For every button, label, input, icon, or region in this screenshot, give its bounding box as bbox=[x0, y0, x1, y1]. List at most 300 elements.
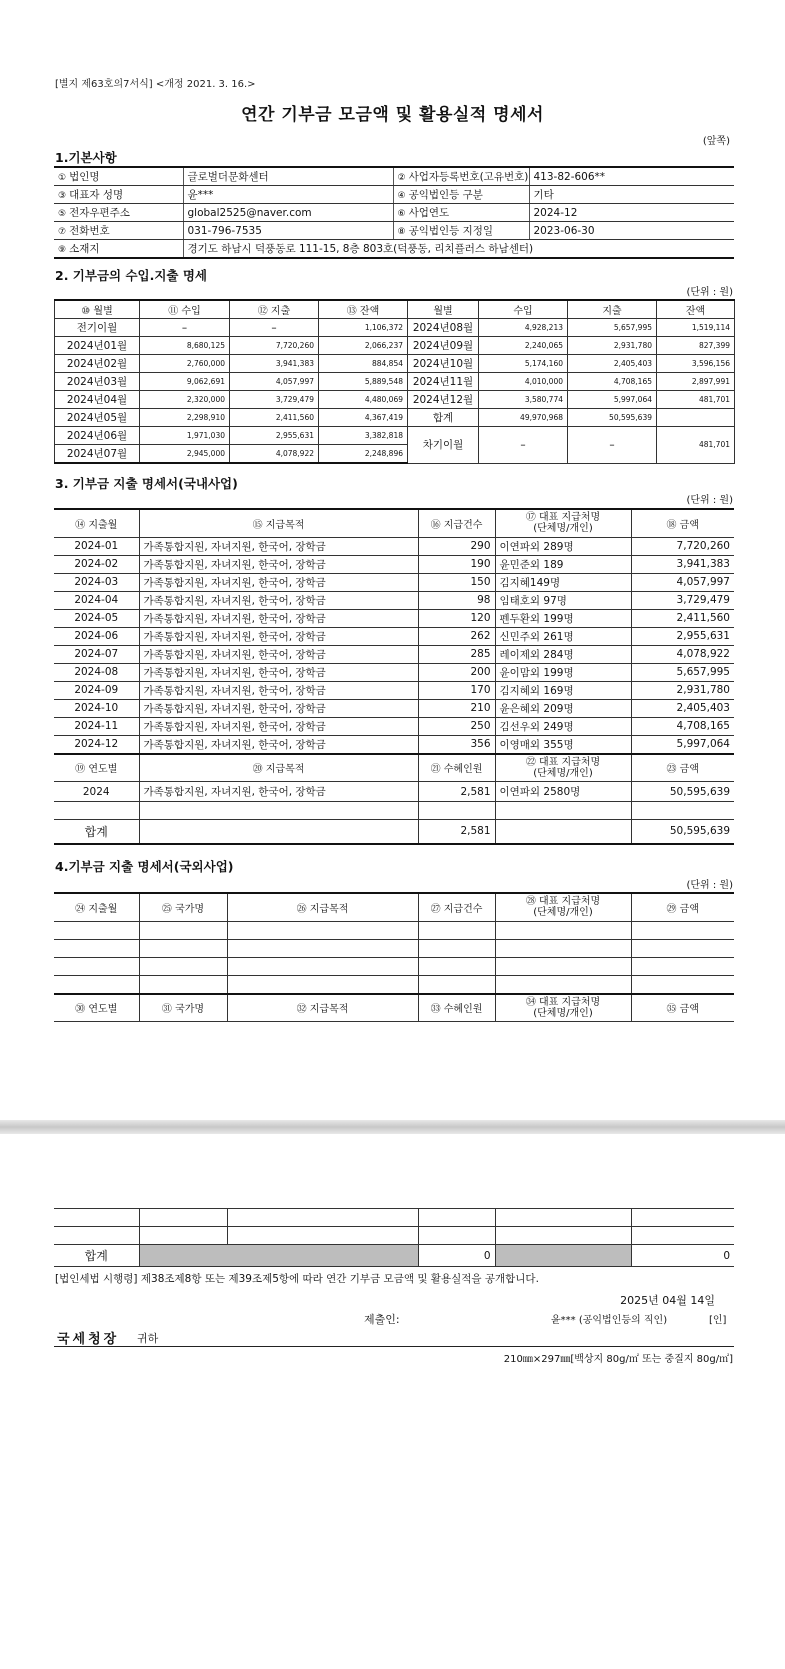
income-cell: 2,945,000 bbox=[140, 445, 230, 464]
addressee-suffix: 귀하 bbox=[137, 1332, 159, 1345]
recipient-cell: 이연파외 2580명 bbox=[495, 782, 631, 802]
recipient-cell: 이영매외 355명 bbox=[495, 735, 631, 754]
column-header: 수입 bbox=[479, 300, 568, 319]
expense-cell: 4,078,922 bbox=[230, 445, 319, 464]
expense-cell: 2,931,780 bbox=[568, 337, 657, 355]
purpose-cell: 가족통합지원, 자녀지원, 한국어, 장학금 bbox=[139, 735, 418, 754]
table-cell bbox=[227, 921, 418, 939]
info-row bbox=[54, 167, 734, 186]
column-header: ⑬ 잔액 bbox=[319, 300, 408, 319]
header-line: ⑰ 대표 지급처명 bbox=[525, 512, 601, 524]
count-cell: 170 bbox=[418, 681, 495, 699]
month-cell: 전기이월 bbox=[55, 319, 140, 337]
header-row bbox=[55, 300, 735, 319]
table-cell bbox=[418, 921, 495, 939]
submission-date: 2025년 04월 14일 bbox=[620, 1294, 715, 1307]
income-cell: 2,320,000 bbox=[140, 391, 230, 409]
count-cell: 120 bbox=[418, 609, 495, 627]
table-cell bbox=[418, 802, 495, 820]
expense-cell: 4,057,997 bbox=[230, 373, 319, 391]
purpose-cell: 가족통합지원, 자녀지원, 한국어, 장학금 bbox=[139, 645, 418, 663]
balance-cell: 5,889,548 bbox=[319, 373, 408, 391]
column-header: ⑯ 지급건수 bbox=[418, 509, 495, 537]
amount-cell: 2,405,403 bbox=[631, 699, 734, 717]
table-cell bbox=[418, 975, 495, 994]
table-cell bbox=[495, 921, 631, 939]
table-cell bbox=[631, 921, 734, 939]
count-cell: 356 bbox=[418, 735, 495, 754]
table-row bbox=[55, 373, 735, 391]
purpose-cell: 가족통합지원, 자녀지원, 한국어, 장학금 bbox=[139, 573, 418, 591]
balance-cell: 4,367,419 bbox=[319, 409, 408, 427]
info-row bbox=[54, 222, 734, 240]
section-4-title: 4.기부금 지출 명세서(국외사업) bbox=[55, 859, 234, 874]
table-row bbox=[54, 681, 734, 699]
header-line: ㉘ 대표 지급처명 bbox=[525, 896, 601, 908]
month-cell: 합계 bbox=[408, 409, 479, 427]
column-header: ⑪ 수입 bbox=[140, 300, 230, 319]
table-row bbox=[54, 627, 734, 645]
column-header bbox=[495, 994, 631, 1022]
field-value: 2023-06-30 bbox=[529, 222, 734, 240]
count-cell: 285 bbox=[418, 645, 495, 663]
month-cell: 2024-05 bbox=[54, 609, 139, 627]
expense-cell: 2,955,631 bbox=[230, 427, 319, 445]
column-header: ⑲ 연도별 bbox=[54, 754, 139, 782]
item-number: ⑦ bbox=[58, 227, 67, 237]
field-label: 사업자등록번호(고유번호) bbox=[408, 171, 529, 183]
field-label: 사업연도 bbox=[408, 207, 450, 219]
unit-label: (단위 : 원) bbox=[686, 880, 733, 891]
table-cell bbox=[495, 820, 631, 844]
table-row bbox=[55, 319, 735, 337]
income-cell: 49,970,968 bbox=[479, 409, 568, 427]
page-break bbox=[0, 1120, 785, 1134]
month-cell: 2024-12 bbox=[54, 735, 139, 754]
income-cell: 3,580,774 bbox=[479, 391, 568, 409]
month-cell: 2024-06 bbox=[54, 627, 139, 645]
amount-cell: 5,657,995 bbox=[631, 663, 734, 681]
purpose-cell: 가족통합지원, 자녀지원, 한국어, 장학금 bbox=[139, 591, 418, 609]
table-cell bbox=[139, 975, 227, 994]
income-cell: 9,062,691 bbox=[140, 373, 230, 391]
paper-spec: 210㎜×297㎜[백상지 80g/㎡ 또는 중질지 80g/㎡] bbox=[503, 1354, 733, 1365]
income-expense-table bbox=[54, 299, 735, 464]
recipient-cell: 김지혜149명 bbox=[495, 573, 631, 591]
overseas-expense-table bbox=[54, 892, 734, 1022]
item-number: ② bbox=[397, 173, 406, 183]
expense-cell: 2,411,560 bbox=[230, 409, 319, 427]
overseas-yearly-table bbox=[54, 1208, 734, 1267]
unit-label: (단위 : 원) bbox=[686, 495, 733, 506]
total-count: 2,581 bbox=[418, 820, 495, 844]
income-cell: 2,298,910 bbox=[140, 409, 230, 427]
table-cell bbox=[54, 802, 139, 820]
month-cell: 2024년02월 bbox=[55, 355, 140, 373]
table-cell bbox=[54, 921, 139, 939]
total-label: 합계 bbox=[54, 1245, 139, 1267]
table-row bbox=[54, 555, 734, 573]
table-cell bbox=[495, 802, 631, 820]
table-cell bbox=[54, 939, 139, 957]
expense-cell: 2,405,403 bbox=[568, 355, 657, 373]
month-cell: 2024년03월 bbox=[55, 373, 140, 391]
table-row bbox=[54, 609, 734, 627]
balance-cell: 2,897,991 bbox=[657, 373, 735, 391]
month-cell: 2024-08 bbox=[54, 663, 139, 681]
table-cell bbox=[139, 957, 227, 975]
table-row bbox=[54, 1209, 734, 1227]
section-3-title: 3. 기부금 지출 명세서(국내사업) bbox=[55, 476, 238, 491]
recipient-cell: 김선우외 249명 bbox=[495, 717, 631, 735]
amount-cell: 2,411,560 bbox=[631, 609, 734, 627]
address-value: 경기도 하남시 덕풍동로 111-15, 8층 803호(덕풍동, 리치플러스 하남센터) bbox=[183, 240, 734, 259]
column-header: ⑩ 월별 bbox=[55, 300, 140, 319]
header-row bbox=[54, 994, 734, 1022]
table-cell bbox=[139, 802, 418, 820]
item-number: ⑧ bbox=[397, 227, 406, 237]
column-header: ㉝ 수혜인원 bbox=[418, 994, 495, 1022]
table-row bbox=[54, 782, 734, 802]
table-cell bbox=[631, 975, 734, 994]
count-cell: 290 bbox=[418, 537, 495, 555]
income-cell: 1,971,030 bbox=[140, 427, 230, 445]
carry-balance: 481,701 bbox=[657, 427, 735, 464]
balance-cell bbox=[657, 409, 735, 427]
submitter-label: 제출인: bbox=[364, 1313, 400, 1326]
field-value: 글로벌더문화센터 bbox=[183, 167, 393, 186]
balance-cell: 2,248,896 bbox=[319, 445, 408, 464]
recipient-cell: 신민주외 261명 bbox=[495, 627, 631, 645]
balance-cell: 481,701 bbox=[657, 391, 735, 409]
table-cell bbox=[631, 802, 734, 820]
column-header: ㉚ 연도별 bbox=[54, 994, 139, 1022]
recipient-cell: 윤민준외 189 bbox=[495, 555, 631, 573]
item-number: ③ bbox=[58, 191, 67, 201]
header-line: (단체명/개인) bbox=[533, 907, 593, 919]
table-cell bbox=[227, 957, 418, 975]
amount-cell: 5,997,064 bbox=[631, 735, 734, 754]
amount-cell: 50,595,639 bbox=[631, 782, 734, 802]
purpose-cell: 가족통합지원, 자녀지원, 한국어, 장학금 bbox=[139, 782, 418, 802]
amount-cell: 2,931,780 bbox=[631, 681, 734, 699]
table-row bbox=[54, 939, 734, 957]
recipient-cell: 윤이맘외 199명 bbox=[495, 663, 631, 681]
field-value: 2024-12 bbox=[529, 204, 734, 222]
section-2-title: 2. 기부금의 수입.지출 명세 bbox=[55, 268, 208, 283]
field-label-cell bbox=[54, 222, 183, 240]
column-header: ㉙ 금액 bbox=[631, 893, 734, 921]
table-row bbox=[55, 337, 735, 355]
expense-cell: 7,720,260 bbox=[230, 337, 319, 355]
column-header: ㉜ 지급목적 bbox=[227, 994, 418, 1022]
header-line: ㉒ 대표 지급처명 bbox=[525, 756, 601, 768]
amount-cell: 4,078,922 bbox=[631, 645, 734, 663]
recipient-cell: 이연파외 289명 bbox=[495, 537, 631, 555]
field-label: 공익법인등 구분 bbox=[408, 189, 483, 201]
divider bbox=[54, 1346, 734, 1347]
table-row bbox=[54, 1227, 734, 1245]
item-number: ⑤ bbox=[58, 209, 67, 219]
balance-cell: 884,854 bbox=[319, 355, 408, 373]
address-row bbox=[54, 240, 734, 259]
column-header: ㉓ 금액 bbox=[631, 754, 734, 782]
table-row bbox=[54, 802, 734, 820]
field-label-cell bbox=[54, 204, 183, 222]
field-value: 413-82-606** bbox=[529, 167, 734, 186]
column-header: ⑳ 지급목적 bbox=[139, 754, 418, 782]
purpose-cell: 가족통합지원, 자녀지원, 한국어, 장학금 bbox=[139, 537, 418, 555]
table-cell bbox=[139, 939, 227, 957]
balance-cell: 1,106,372 bbox=[319, 319, 408, 337]
field-label-cell bbox=[393, 222, 529, 240]
table-row bbox=[54, 975, 734, 994]
document-title: 연간 기부금 모금액 및 활용실적 명세서 bbox=[241, 105, 544, 125]
field-value: 기타 bbox=[529, 186, 734, 204]
income-cell: 2,760,000 bbox=[140, 355, 230, 373]
total-amount: 50,595,639 bbox=[631, 820, 734, 844]
header-line: (단체명/개인) bbox=[533, 767, 593, 779]
total-amount: 0 bbox=[631, 1245, 734, 1267]
amount-cell: 7,720,260 bbox=[631, 537, 734, 555]
balance-cell: 3,596,156 bbox=[657, 355, 735, 373]
month-cell: 2024-09 bbox=[54, 681, 139, 699]
table-cell bbox=[227, 975, 418, 994]
table-cell bbox=[54, 957, 139, 975]
header-line: (단체명/개인) bbox=[533, 523, 593, 535]
month-cell: 2024-01 bbox=[54, 537, 139, 555]
count-cell: 98 bbox=[418, 591, 495, 609]
table-row bbox=[54, 591, 734, 609]
month-cell: 2024년12월 bbox=[408, 391, 479, 409]
expense-cell: 3,729,479 bbox=[230, 391, 319, 409]
year-cell: 2024 bbox=[54, 782, 139, 802]
month-cell: 2024년06월 bbox=[55, 427, 140, 445]
month-cell: 2024-04 bbox=[54, 591, 139, 609]
table-row bbox=[54, 663, 734, 681]
table-cell bbox=[418, 939, 495, 957]
amount-cell: 4,708,165 bbox=[631, 717, 734, 735]
recipient-cell: 레이제외 284명 bbox=[495, 645, 631, 663]
column-header bbox=[495, 754, 631, 782]
balance-cell: 1,519,114 bbox=[657, 319, 735, 337]
legal-note: [법인세법 시행령] 제38조제8항 또는 제39조제5항에 따라 연간 기부금 모금액 및 활용실적을 공개합니다. bbox=[55, 1273, 539, 1285]
column-header bbox=[495, 509, 631, 537]
column-header: ⑫ 지출 bbox=[230, 300, 319, 319]
item-number: ④ bbox=[397, 191, 406, 201]
field-value: 윤*** bbox=[183, 186, 393, 204]
seal-mark: [인] bbox=[709, 1315, 727, 1326]
field-label-cell bbox=[393, 167, 529, 186]
count-cell: 262 bbox=[418, 627, 495, 645]
carry-label: 차기이월 bbox=[408, 427, 479, 464]
field-label-cell bbox=[54, 186, 183, 204]
column-header: ⑭ 지출월 bbox=[54, 509, 139, 537]
item-number: ⑥ bbox=[397, 209, 406, 219]
total-row bbox=[54, 820, 734, 844]
table-cell bbox=[631, 939, 734, 957]
unit-label: (단위 : 원) bbox=[686, 287, 733, 298]
balance-cell: 827,399 bbox=[657, 337, 735, 355]
expense-cell: 5,997,064 bbox=[568, 391, 657, 409]
table-row bbox=[54, 645, 734, 663]
month-cell: 2024년05월 bbox=[55, 409, 140, 427]
header-row bbox=[54, 893, 734, 921]
count-cell: 190 bbox=[418, 555, 495, 573]
table-cell bbox=[139, 921, 227, 939]
purpose-cell: 가족통합지원, 자녀지원, 한국어, 장학금 bbox=[139, 555, 418, 573]
table-row bbox=[55, 391, 735, 409]
month-cell: 2024년09월 bbox=[408, 337, 479, 355]
header-row bbox=[54, 754, 734, 782]
expense-cell: 5,657,995 bbox=[568, 319, 657, 337]
recipient-cell: 윤은혜외 209명 bbox=[495, 699, 631, 717]
month-cell: 2024년10월 bbox=[408, 355, 479, 373]
column-header: ⑮ 지급목적 bbox=[139, 509, 418, 537]
expense-cell: 3,941,383 bbox=[230, 355, 319, 373]
field-label-cell bbox=[54, 167, 183, 186]
field-label: 공익법인등 지정일 bbox=[408, 225, 494, 237]
column-header: ㉕ 국가명 bbox=[139, 893, 227, 921]
column-header: 지출 bbox=[568, 300, 657, 319]
header-line: (단체명/개인) bbox=[533, 1007, 593, 1019]
header-row bbox=[54, 509, 734, 537]
month-cell: 2024-02 bbox=[54, 555, 139, 573]
amount-cell: 3,941,383 bbox=[631, 555, 734, 573]
table-cell bbox=[631, 957, 734, 975]
month-cell: 2024-10 bbox=[54, 699, 139, 717]
table-row bbox=[54, 921, 734, 939]
month-cell: 2024-07 bbox=[54, 645, 139, 663]
info-row bbox=[54, 186, 734, 204]
table-row bbox=[55, 409, 735, 427]
column-header: ⑱ 금액 bbox=[631, 509, 734, 537]
field-label: 소재지 bbox=[69, 243, 100, 255]
table-row bbox=[55, 355, 735, 373]
month-cell: 2024-03 bbox=[54, 573, 139, 591]
count-cell: 2,581 bbox=[418, 782, 495, 802]
month-cell: 2024-11 bbox=[54, 717, 139, 735]
section-1-title: 1.기본사항 bbox=[55, 150, 117, 165]
month-cell: 2024년07월 bbox=[55, 445, 140, 464]
column-header: ㉛ 국가명 bbox=[139, 994, 227, 1022]
form-reference: [별지 제63호의7서식] <개정 2021. 3. 16.> bbox=[55, 79, 256, 90]
column-header: ㉖ 지급목적 bbox=[227, 893, 418, 921]
carry-income: – bbox=[479, 427, 568, 464]
income-cell: 8,680,125 bbox=[140, 337, 230, 355]
column-header: ㉑ 수혜인원 bbox=[418, 754, 495, 782]
field-label-cell bbox=[393, 204, 529, 222]
recipient-cell: 펜두환외 199명 bbox=[495, 609, 631, 627]
column-header: 잔액 bbox=[657, 300, 735, 319]
income-cell: 5,174,160 bbox=[479, 355, 568, 373]
balance-cell: 2,066,237 bbox=[319, 337, 408, 355]
table-cell bbox=[54, 975, 139, 994]
table-cell bbox=[139, 820, 418, 844]
income-cell: 4,010,000 bbox=[479, 373, 568, 391]
total-count: 0 bbox=[418, 1245, 495, 1267]
field-value: 031-796-7535 bbox=[183, 222, 393, 240]
basic-info-table bbox=[54, 166, 734, 259]
column-header: ㉟ 금액 bbox=[631, 994, 734, 1022]
table-cell bbox=[495, 939, 631, 957]
count-cell: 210 bbox=[418, 699, 495, 717]
total-label: 합계 bbox=[54, 820, 139, 844]
overseas-total-row bbox=[54, 1245, 734, 1267]
purpose-cell: 가족통합지원, 자녀지원, 한국어, 장학금 bbox=[139, 663, 418, 681]
count-cell: 250 bbox=[418, 717, 495, 735]
field-label: 법인명 bbox=[69, 171, 100, 183]
purpose-cell: 가족통합지원, 자녀지원, 한국어, 장학금 bbox=[139, 699, 418, 717]
field-label-cell bbox=[54, 240, 183, 259]
table-cell bbox=[495, 957, 631, 975]
field-label-cell bbox=[393, 186, 529, 204]
month-cell: 2024년04월 bbox=[55, 391, 140, 409]
table-cell bbox=[495, 975, 631, 994]
table-row bbox=[54, 537, 734, 555]
balance-cell: 4,480,069 bbox=[319, 391, 408, 409]
carry-expense: – bbox=[568, 427, 657, 464]
field-value: global2525@naver.com bbox=[183, 204, 393, 222]
table-row bbox=[54, 957, 734, 975]
recipient-cell: 김지혜외 169명 bbox=[495, 681, 631, 699]
front-side-label: (앞쪽) bbox=[702, 136, 730, 147]
amount-cell: 3,729,479 bbox=[631, 591, 734, 609]
expense-cell: – bbox=[230, 319, 319, 337]
table-row bbox=[54, 735, 734, 754]
amount-cell: 4,057,997 bbox=[631, 573, 734, 591]
field-label: 대표자 성명 bbox=[69, 189, 124, 201]
table-row bbox=[54, 573, 734, 591]
income-cell: 2,240,065 bbox=[479, 337, 568, 355]
table-row bbox=[54, 699, 734, 717]
column-header: 월별 bbox=[408, 300, 479, 319]
count-cell: 200 bbox=[418, 663, 495, 681]
item-number: ① bbox=[58, 173, 67, 183]
field-label: 전자우편주소 bbox=[69, 207, 130, 219]
month-cell: 2024년08월 bbox=[408, 319, 479, 337]
month-cell: 2024년01월 bbox=[55, 337, 140, 355]
income-cell: – bbox=[140, 319, 230, 337]
purpose-cell: 가족통합지원, 자녀지원, 한국어, 장학금 bbox=[139, 717, 418, 735]
table-cell bbox=[418, 957, 495, 975]
domestic-expense-table bbox=[54, 508, 734, 845]
purpose-cell: 가족통합지원, 자녀지원, 한국어, 장학금 bbox=[139, 681, 418, 699]
amount-cell: 2,955,631 bbox=[631, 627, 734, 645]
income-cell: 4,928,213 bbox=[479, 319, 568, 337]
recipient-cell: 임태호외 97명 bbox=[495, 591, 631, 609]
item-number: ⑨ bbox=[58, 245, 67, 255]
balance-cell: 3,382,818 bbox=[319, 427, 408, 445]
purpose-cell: 가족통합지원, 자녀지원, 한국어, 장학금 bbox=[139, 609, 418, 627]
column-header: ㉗ 지급건수 bbox=[418, 893, 495, 921]
addressee: 국세청장 bbox=[57, 1332, 120, 1347]
table-row bbox=[55, 427, 735, 445]
header-line: ㉞ 대표 지급처명 bbox=[525, 996, 601, 1008]
submitter-name: 윤*** (공익법인등의 직인) bbox=[551, 1315, 668, 1326]
info-row bbox=[54, 204, 734, 222]
expense-cell: 4,708,165 bbox=[568, 373, 657, 391]
column-header bbox=[495, 893, 631, 921]
purpose-cell: 가족통합지원, 자녀지원, 한국어, 장학금 bbox=[139, 627, 418, 645]
column-header: ㉔ 지출월 bbox=[54, 893, 139, 921]
table-cell bbox=[227, 939, 418, 957]
month-cell: 2024년11월 bbox=[408, 373, 479, 391]
count-cell: 150 bbox=[418, 573, 495, 591]
expense-cell: 50,595,639 bbox=[568, 409, 657, 427]
field-label: 전화번호 bbox=[69, 225, 110, 237]
table-row bbox=[54, 717, 734, 735]
